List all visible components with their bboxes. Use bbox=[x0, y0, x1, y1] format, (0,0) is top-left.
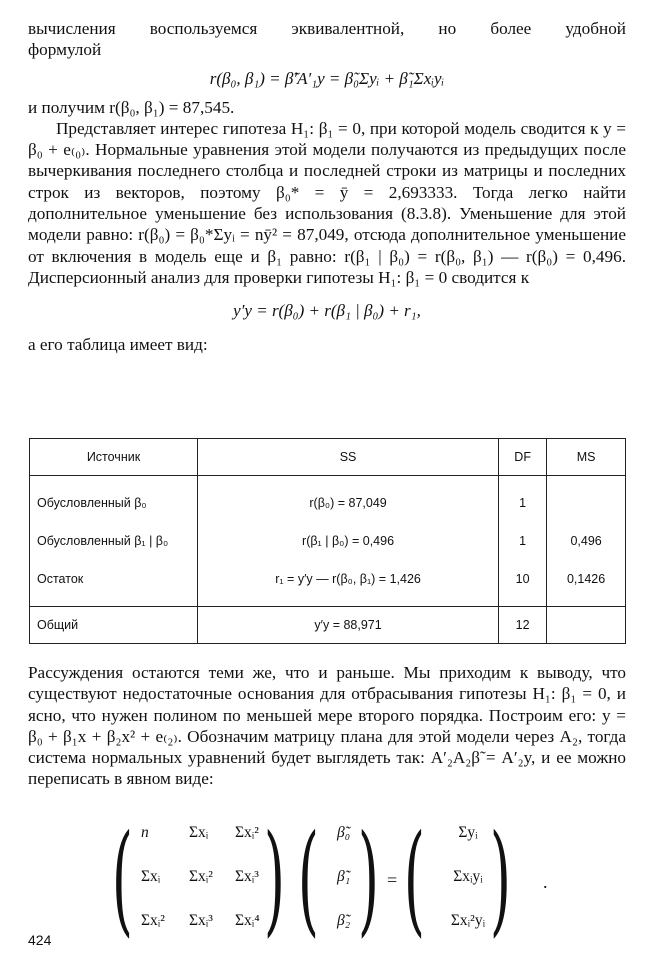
table-cell-ms bbox=[547, 484, 625, 522]
vector-cell: β̃₁ bbox=[337, 868, 351, 885]
header-ms: MS bbox=[547, 439, 626, 476]
vector-cell: Σyᵢ bbox=[458, 824, 478, 841]
matrix-cell: Σxᵢ³ bbox=[235, 868, 259, 885]
right-paren-icon: ) bbox=[357, 810, 379, 949]
paragraph-result: и получим r(β₀, β₁) = 87,545. bbox=[28, 97, 235, 117]
trailing-dot: . bbox=[543, 872, 548, 892]
source-column bbox=[30, 476, 198, 607]
df-column bbox=[499, 476, 547, 607]
matrix-a bbox=[141, 824, 281, 956]
normal-equations-matrix bbox=[111, 810, 575, 960]
left-paren-icon: ( bbox=[111, 810, 133, 949]
equals-sign: = bbox=[387, 870, 398, 890]
paragraph-table-intro: а его таблица имеет вид: bbox=[28, 335, 208, 355]
table-total-row bbox=[30, 607, 626, 644]
table-cell-ss: r(β₁ | β₀) = 0,496 bbox=[302, 534, 395, 548]
paragraph-continuation bbox=[28, 18, 626, 39]
page-body-lower bbox=[28, 662, 626, 790]
anova-table bbox=[29, 438, 626, 644]
right-paren-icon: ) bbox=[489, 810, 511, 949]
table-cell-total-source: Общий bbox=[30, 607, 198, 644]
left-paren-icon: ( bbox=[403, 810, 425, 949]
table-cell-df: 1 bbox=[519, 534, 527, 548]
header-df: DF bbox=[499, 439, 547, 476]
header-ss: SS bbox=[198, 439, 499, 476]
matrix-cell: Σxᵢ³ bbox=[189, 912, 213, 929]
table-cell-total-ms bbox=[547, 607, 626, 644]
ms-column bbox=[547, 476, 626, 607]
right-paren-icon: ) bbox=[263, 810, 285, 949]
ss-column bbox=[198, 476, 499, 607]
matrix-cell: Σxᵢ² bbox=[189, 868, 213, 885]
paragraph-hypothesis: Представляет интерес гипотеза H₁: β₁ = 0, при которой модель сводится к y = β₀ + e₍₀₎. Нормальные уравнения этой модели получаются из предыдущих после вычеркивания последнего столбца и последней строки из матрицы и последних строк из векторов, поэтому β₀* = ȳ = 2,693333. Тогда легко найти дополнительное уменьшение без использования (8.3.8). Уменьшение для этой модели равно: r(β₀) = β₀*Σyᵢ = nȳ² = 87,049, отсюда дополнительное уменьшение от включения в модель еще и β₁ равно: r(β₁ | β₀) = r(β₀, β₁) — r(β₀) = 0,496. Дисперсионный анализ для проверки гипотезы H₁: β₁ = 0 сводится к bbox=[28, 118, 626, 287]
paragraph-line: формулой bbox=[28, 40, 102, 60]
paragraph-continuation-end bbox=[28, 39, 626, 60]
formula-decomposition: y′y = r(β₀) + r(β₁ | β₀) + r₁, bbox=[233, 301, 421, 321]
formula-reduction: r(β₀, β₁) = β̃′A′₁y = β̃₀Σyᵢ + β̃₁Σxᵢyᵢ bbox=[209, 68, 445, 88]
table-cell-ss: r(β₀) = 87,049 bbox=[309, 496, 387, 510]
table-cell-source: Остаток bbox=[37, 572, 84, 586]
table-cell-source: Обусловленный β₁ | β₀ bbox=[37, 534, 169, 548]
matrix-cell: Σxᵢ² bbox=[141, 912, 165, 929]
table-cell-df: 10 bbox=[515, 572, 530, 586]
table-cell-ss: r₁ = y′y — r(β₀, β₁) = 1,426 bbox=[275, 572, 421, 586]
table-cell-df: 1 bbox=[519, 496, 527, 510]
matrix-cell: Σxᵢ⁴ bbox=[235, 912, 260, 929]
table-cell-total-ss: y′y = 88,971 bbox=[198, 607, 499, 644]
paragraph-line: вычисления воспользуемся эквивалентной, но более удобной bbox=[28, 19, 626, 38]
vector-cell: β̃₀ bbox=[337, 824, 351, 841]
table-cell-ms: 0,496 bbox=[570, 534, 602, 548]
table-cell-ms: 0,1426 bbox=[566, 572, 606, 586]
table-body-row bbox=[30, 476, 626, 607]
page-body bbox=[28, 18, 626, 356]
table-cell-source: Обусловленный β₀ bbox=[37, 496, 147, 510]
table-header-row bbox=[30, 439, 626, 476]
table-cell-total-df: 12 bbox=[499, 607, 547, 644]
vector-cell: Σxᵢyᵢ bbox=[453, 868, 483, 885]
vector-cell: Σxᵢ²yᵢ bbox=[450, 912, 486, 929]
vector-cell: β̃₂ bbox=[337, 912, 351, 929]
matrix-cell: Σxᵢ² bbox=[235, 824, 259, 841]
left-paren-icon: ( bbox=[297, 810, 319, 949]
matrix-cell: Σxᵢ bbox=[141, 868, 161, 885]
matrix-cell: n bbox=[141, 824, 149, 841]
header-source: Источник bbox=[30, 439, 198, 476]
matrix-cell: Σxᵢ bbox=[189, 824, 209, 841]
page-number: 424 bbox=[28, 932, 52, 948]
paragraph-conclusion: Рассуждения остаются теми же, что и раньше. Мы приходим к выводу, что существуют недостаточные основания для отбрасывания гипотезы H₁: β₁ = 0, и ясно, что нужен полином по меньшей мере второго порядка. Построим его: y = β₀ + β₁x + β₂x² + e₍₂₎. Обозначим матрицу плана для этой модели через A₂, тогда система нормальных уравнений будет выглядеть так: A′₂A₂β̃ = A′₂y, и ее можно переписать в явном виде: bbox=[28, 663, 626, 789]
